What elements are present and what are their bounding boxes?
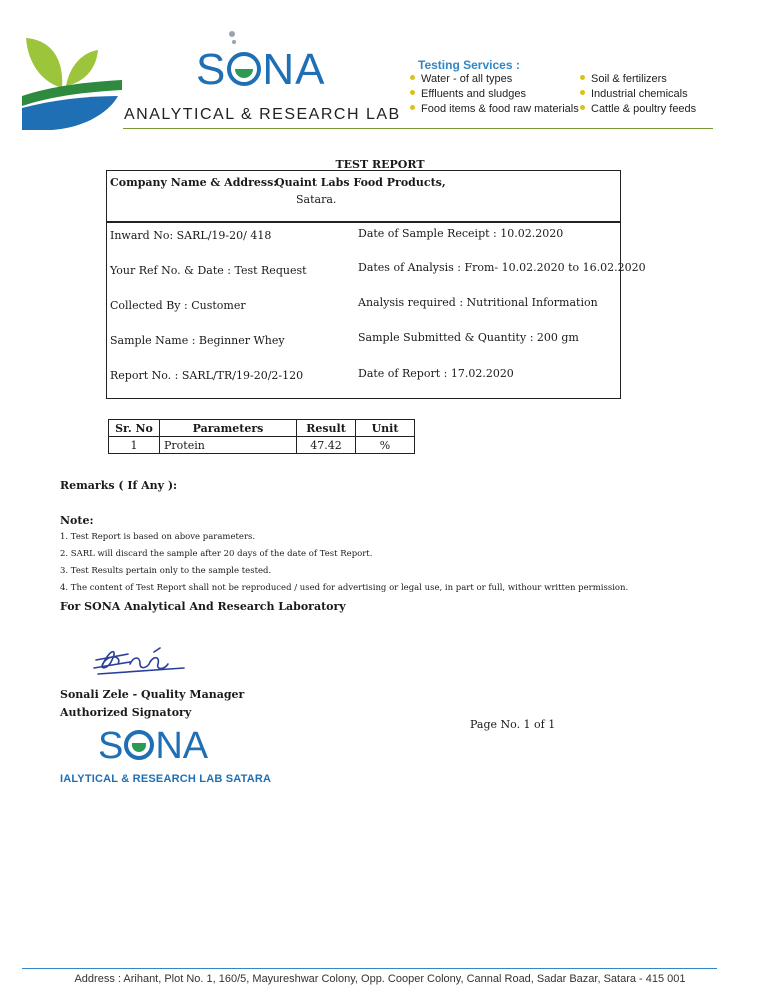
remarks-label: Remarks ( If Any ): [60,479,178,492]
column-header-result: Result [297,420,356,437]
collected-by: Collected By : Customer [110,299,246,312]
for-lab-line: For SONA Analytical And Research Laboratory [60,600,346,613]
note-item: 4. The content of Test Report shall not be reproduced / used for advertising or legal use, in part or full, withour written permission. [60,583,629,593]
company-name: Quaint Labs Food Products, [275,176,446,189]
brand-o-flask-icon [227,52,261,86]
brand-flask-icon [229,31,237,49]
date-of-receipt: Date of Sample Receipt : 10.02.2020 [358,227,564,240]
cell-unit: % [356,437,415,454]
signatory-name: Sonali Zele - Quality Manager [60,688,245,701]
table-row [109,437,415,454]
note-item: 3. Test Results pertain only to the sample tested. [60,566,272,576]
service-item: Cattle & poultry feeds [580,103,696,115]
column-header-sr: Sr. No [109,420,160,437]
stamp-subtitle: IALYTICAL & RESEARCH LAB SATARA [60,773,272,785]
footer-divider [22,968,717,969]
column-header-parameters: Parameters [160,420,297,437]
stamp-o-icon [124,730,154,760]
results-table [108,419,415,454]
footer-address: Address : Arihant, Plot No. 1, 160/5, Mayureshwar Colony, Opp. Cooper Colony, Cannal Road, Sadar Bazar, Satara - 415 001 [74,973,686,985]
table-header-row [109,420,415,437]
report-no: Report No. : SARL/TR/19-20/2-120 [110,369,304,382]
ref-no: Your Ref No. & Date : Test Request [110,264,307,277]
cell-result: 47.42 [297,437,356,454]
company-label: Company Name & Address: [110,176,278,189]
handwritten-signature-icon [88,640,188,680]
services-title: Testing Services : [418,58,520,72]
cell-sr: 1 [109,437,160,454]
service-item: Soil & fertilizers [580,73,667,85]
service-item: Effluents and sludges [410,88,526,100]
sample-name: Sample Name : Beginner Whey [110,334,285,347]
cell-parameter: Protein [160,437,297,454]
company-city: Satara. [296,193,337,206]
brand-name: S NA [196,45,326,94]
analysis-required: Analysis required : Nutritional Information [358,296,598,309]
note-item: 1. Test Report is based on above parameters. [60,532,256,542]
note-item: 2. SARL will discard the sample after 20 days of the date of Test Report. [60,549,373,559]
date-of-report: Date of Report : 17.02.2020 [358,367,514,380]
column-header-unit: Unit [356,420,415,437]
note-title: Note: [60,514,94,527]
service-item: Water - of all types [410,73,512,85]
service-item: Industrial chemicals [580,88,688,100]
signatory-title: Authorized Signatory [60,706,192,719]
service-item: Food items & food raw materials [410,103,579,115]
inward-no: Inward No: SARL/19-20/ 418 [110,229,272,242]
page-number: Page No. 1 of 1 [470,718,556,731]
header-divider [123,128,713,129]
stamp-brand: S NA [98,725,209,767]
sample-quantity: Sample Submitted & Quantity : 200 gm [358,331,579,344]
dates-of-analysis: Dates of Analysis : From- 10.02.2020 to 16.02.2020 [358,261,646,274]
report-title: TEST REPORT [335,158,425,171]
brand-subtitle: ANALYTICAL & RESEARCH LAB [124,106,401,123]
lab-logo-icon [22,30,122,130]
